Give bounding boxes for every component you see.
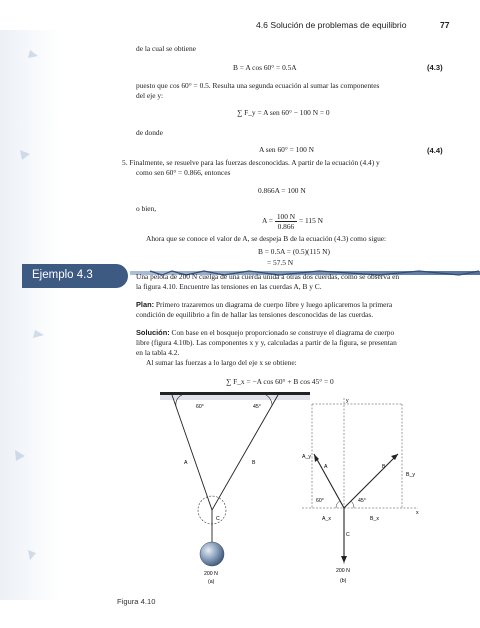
fig-a-angle-45: 45° <box>253 404 261 410</box>
fig-b-a: A <box>324 464 328 470</box>
angle-arc <box>351 501 354 508</box>
ceiling <box>160 392 310 395</box>
running-header: 4.6 Solución de problemas de equilibrio <box>256 20 407 30</box>
example-label: Ejemplo 4.3 <box>32 269 93 281</box>
fig-b-b: B <box>382 464 386 470</box>
eq-right: = 115 N <box>298 216 323 226</box>
text-line: puesto que cos 60° = 0.5. Resulta una segunda ecuación al sumar las componentes <box>136 81 380 90</box>
fig-b-ay: A_y <box>302 454 311 460</box>
rope-b <box>212 395 278 510</box>
fraction-denominator: 0.866 <box>277 222 295 231</box>
solution-paragraph <box>136 328 394 338</box>
fig-b-weight: 200 N <box>336 568 350 574</box>
solution-text: libre (figura 4.10b). Las componentes x y y, calculadas a partir de la figura, se presentan <box>136 338 397 347</box>
fig-a-weight: 200 N <box>204 571 218 577</box>
solution-label: Solución: <box>136 328 170 337</box>
solution-text: Al sumar las fuerzas a lo largo del eje x se obtiene: <box>146 358 297 367</box>
fig-b-angle-60: 60° <box>316 498 324 504</box>
solution-text: Con base en el bosquejo proporcionado se construye el diagrama de cuerpo <box>169 328 395 337</box>
example-text: la figura 4.10. Encuentre las tensiones en las cuerdas A, B y C. <box>136 282 322 291</box>
plan-text: Primero trazaremos un diagrama de cuerpo libre y luego aplicaremos la primera <box>154 300 393 309</box>
figure-4-10b <box>298 396 422 584</box>
fig-a-label-b: B <box>252 460 256 466</box>
fig-a-label-c: C <box>216 516 220 522</box>
arrowhead <box>341 556 347 563</box>
fig-b-ax: A_x <box>322 516 331 522</box>
fig-b-c: C <box>346 532 350 538</box>
eq-left: A = <box>262 216 273 226</box>
text-line: de donde <box>136 128 163 137</box>
solution-text: en la tabla 4.2. <box>136 348 180 357</box>
fig-a-angle-60: 60° <box>196 404 204 410</box>
rope-a <box>172 395 212 510</box>
equation-b-result: = 57.5 N <box>267 258 294 267</box>
ceiling-shade <box>160 395 310 400</box>
fig-b-bx: B_x <box>370 516 379 522</box>
equation-sum-fy: ∑ F_y = A sen 60° − 100 N = 0 <box>237 108 330 117</box>
figure-caption: Figura 4.10 <box>117 597 156 606</box>
equation-sum-fx: ∑ F_x = −A cos 60° + B cos 45° = 0 <box>226 377 334 386</box>
figure-4-10a <box>160 392 310 584</box>
page-number: 77 <box>440 20 450 30</box>
fig-b-angle-45: 45° <box>358 498 366 504</box>
equation-4-3: B = A cos 60° = 0.5A <box>233 63 297 72</box>
equation-number: (4.4) <box>427 146 443 155</box>
plan-text: condición de equilibrio a fin de hallar las tensiones desconocidas de las cuerdas. <box>136 310 374 319</box>
step-5-line: 5. Finalmente, se resuelve para las fuerzas desconocidas. A partir de la ecuación (4.4) y <box>122 158 380 167</box>
text-line: del eje y: <box>136 91 164 100</box>
fraction-numerator: 100 N <box>276 212 296 221</box>
ball <box>200 542 224 566</box>
plan-paragraph <box>136 300 392 310</box>
example-text: Una pelota de 200 N cuelga de una cuerda unida a otras dos cuerdas, como se observa en <box>136 272 400 281</box>
equation-a-fraction <box>262 212 323 231</box>
fig-b-by: B_y <box>406 472 415 478</box>
fig-a-caption: (a) <box>208 579 215 584</box>
vector-b <box>344 454 398 508</box>
step-5-line: como sen 60° = 0.866, entonces <box>136 168 231 177</box>
equation-0866a: 0.866A = 100 N <box>258 186 306 195</box>
arrowhead <box>391 454 398 460</box>
fraction <box>275 212 297 231</box>
text-line: o bien, <box>136 204 157 213</box>
plan-label: Plan: <box>136 300 155 309</box>
text-line: Ahora que se conoce el valor de A, se despeja B de la ecuación (4.3) como sigue: <box>146 234 387 243</box>
equation-4-4: A sen 60° = 100 N <box>259 145 314 154</box>
fig-b-y-label: y <box>346 398 349 404</box>
text-line: de la cual se obtiene <box>136 44 196 53</box>
angle-arc <box>336 501 340 508</box>
equation-number: (4.3) <box>427 63 443 72</box>
fig-a-label-a: A <box>184 460 188 466</box>
fig-b-x-label: x <box>416 510 419 516</box>
equation-b: B = 0.5A = (0.5)(115 N) <box>258 247 330 256</box>
fig-b-caption: (b) <box>340 578 347 584</box>
left-margin-decoration <box>0 30 60 600</box>
